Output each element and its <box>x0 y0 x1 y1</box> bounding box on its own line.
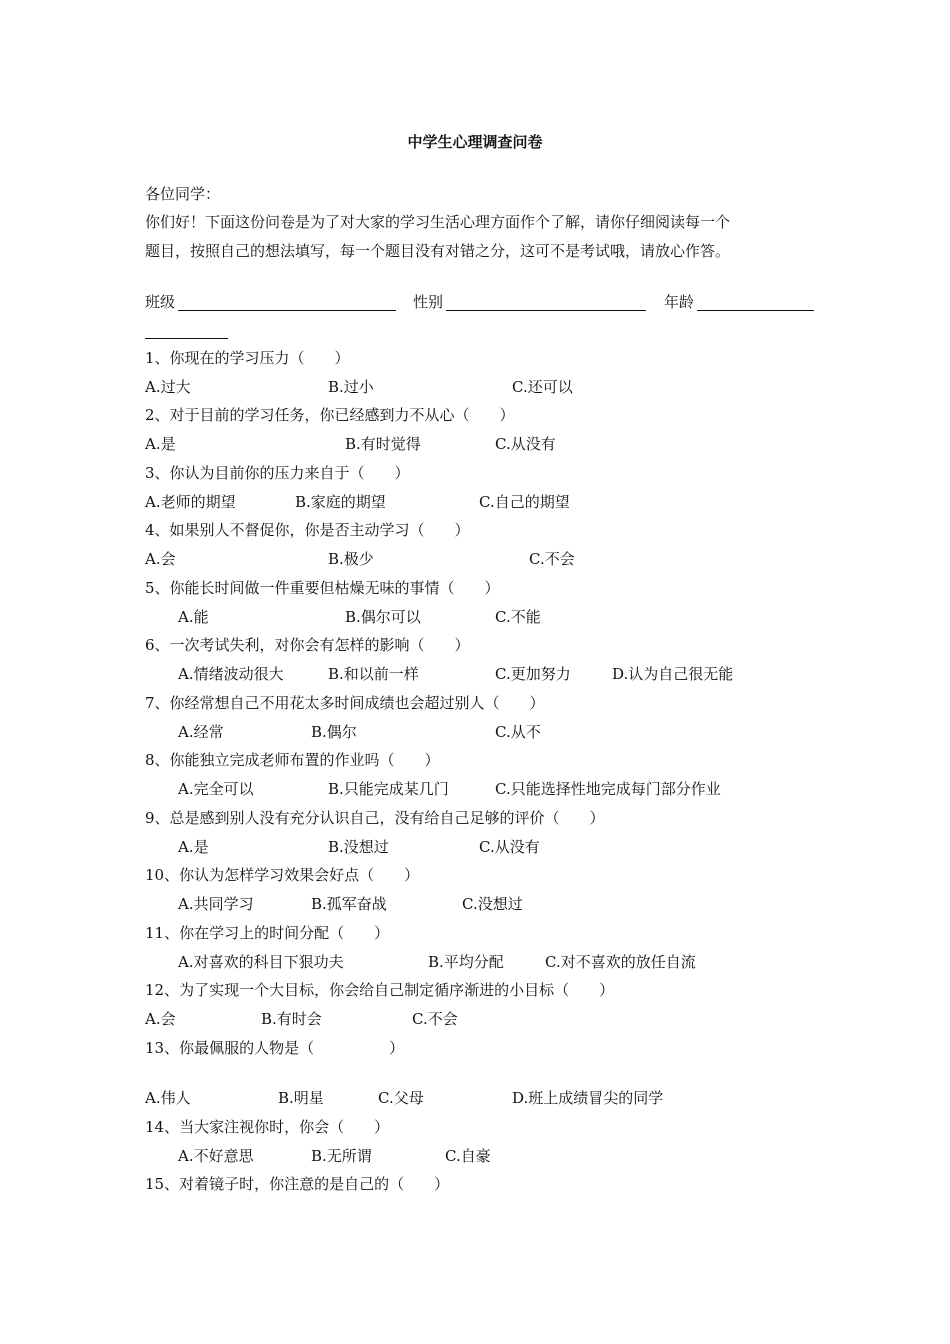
q3-option-c[interactable]: C.自己的期望 <box>479 493 570 511</box>
q2-option-b[interactable]: B.有时觉得 <box>345 435 421 453</box>
q4-option-c[interactable]: C.不会 <box>529 550 575 568</box>
question-2: 2、对于目前的学习任务，你已经感到力不从心（ ） <box>145 406 515 424</box>
question-10: 10、你认为怎样学习效果会好点（ ） <box>145 866 420 884</box>
question-8: 8、你能独立完成老师布置的作业吗（ ） <box>145 751 440 769</box>
q10-option-a[interactable]: A.共同学习 <box>178 895 254 913</box>
intro-line-2: 题目，按照自己的想法填写，每一个题目没有对错之分，这可不是考试哦，请放心作答。 <box>145 242 731 260</box>
q6-option-b[interactable]: B.和以前一样 <box>328 665 419 683</box>
q1-option-c[interactable]: C.还可以 <box>512 378 573 396</box>
q12-option-b[interactable]: B.有时会 <box>261 1010 322 1028</box>
q1-option-a[interactable]: A.过大 <box>145 378 191 396</box>
question-3: 3、你认为目前你的压力来自于（ ） <box>145 464 410 482</box>
q14-option-a[interactable]: A.不好意思 <box>178 1147 254 1165</box>
question-12: 12、为了实现一个大目标，你会给自己制定循序渐进的小目标（ ） <box>145 981 615 999</box>
q8-option-a[interactable]: A.完全可以 <box>178 780 254 798</box>
question-15: 15、对着镜子时，你注意的是自己的（ ） <box>145 1175 450 1193</box>
q14-option-c[interactable]: C.自豪 <box>445 1147 491 1165</box>
q9-option-c[interactable]: C.从没有 <box>479 838 540 856</box>
q7-option-a[interactable]: A.经常 <box>178 723 224 741</box>
q13-option-a[interactable]: A.伟人 <box>145 1089 191 1107</box>
q12-option-c[interactable]: C.不会 <box>412 1010 458 1028</box>
question-4: 4、如果别人不督促你，你是否主动学习（ ） <box>145 521 470 539</box>
q9-option-b[interactable]: B.没想过 <box>328 838 389 856</box>
gender-label: 性别 <box>413 293 444 311</box>
question-7: 7、你经常想自己不用花太多时间成绩也会超过别人（ ） <box>145 694 545 712</box>
question-11: 11、你在学习上的时间分配（ ） <box>145 924 390 942</box>
intro-line-1: 你们好！下面这份问卷是为了对大家的学习生活心理方面作个了解，请你仔细阅读每一个 <box>145 213 731 231</box>
q13-option-b[interactable]: B.明星 <box>278 1089 324 1107</box>
question-13: 13、你最佩服的人物是（ ） <box>145 1039 405 1057</box>
page-title: 中学生心理调查问卷 <box>407 133 543 151</box>
age-field[interactable] <box>697 310 814 311</box>
q3-option-b[interactable]: B.家庭的期望 <box>295 493 386 511</box>
q11-option-b[interactable]: B.平均分配 <box>428 953 504 971</box>
age-field-continued[interactable] <box>145 338 228 339</box>
q2-option-a[interactable]: A.是 <box>145 435 176 453</box>
q8-option-c[interactable]: C.只能选择性地完成每门部分作业 <box>495 780 721 798</box>
q4-option-b[interactable]: B.极少 <box>328 550 374 568</box>
gender-field[interactable] <box>446 310 646 311</box>
q14-option-b[interactable]: B.无所谓 <box>311 1147 372 1165</box>
q4-option-a[interactable]: A.会 <box>145 550 176 568</box>
q8-option-b[interactable]: B.只能完成某几门 <box>328 780 449 798</box>
q1-option-b[interactable]: B.过小 <box>328 378 374 396</box>
q6-option-c[interactable]: C.更加努力 <box>495 665 571 683</box>
q5-option-b[interactable]: B.偶尔可以 <box>345 608 421 626</box>
class-label: 班级 <box>145 293 176 311</box>
q6-option-a[interactable]: A.情绪波动很大 <box>178 665 284 683</box>
age-label: 年龄 <box>664 293 695 311</box>
q6-option-d[interactable]: D.认为自己很无能 <box>612 665 734 683</box>
q2-option-c[interactable]: C.从没有 <box>495 435 556 453</box>
q3-option-a[interactable]: A.老师的期望 <box>145 493 236 511</box>
q11-option-c[interactable]: C.对不喜欢的放任自流 <box>545 953 696 971</box>
question-14: 14、当大家注视你时，你会（ ） <box>145 1118 390 1136</box>
q5-option-a[interactable]: A.能 <box>178 608 209 626</box>
question-1: 1、你现在的学习压力（ ） <box>145 349 350 367</box>
q13-option-c[interactable]: C.父母 <box>378 1089 424 1107</box>
q10-option-c[interactable]: C.没想过 <box>462 895 523 913</box>
q7-option-c[interactable]: C.从不 <box>495 723 541 741</box>
greeting: 各位同学： <box>145 185 221 203</box>
q5-option-c[interactable]: C.不能 <box>495 608 541 626</box>
question-9: 9、总是感到别人没有充分认识自己，没有给自己足够的评价（ ） <box>145 809 605 827</box>
class-field[interactable] <box>178 310 396 311</box>
q11-option-a[interactable]: A.对喜欢的科目下狠功夫 <box>178 953 344 971</box>
question-5: 5、你能长时间做一件重要但枯燥无味的事情（ ） <box>145 579 500 597</box>
q9-option-a[interactable]: A.是 <box>178 838 209 856</box>
q12-option-a[interactable]: A.会 <box>145 1010 176 1028</box>
q10-option-b[interactable]: B.孤军奋战 <box>311 895 387 913</box>
question-6: 6、一次考试失利，对你会有怎样的影响（ ） <box>145 636 470 654</box>
q13-option-d[interactable]: D.班上成绩冒尖的同学 <box>512 1089 664 1107</box>
q7-option-b[interactable]: B.偶尔 <box>311 723 357 741</box>
